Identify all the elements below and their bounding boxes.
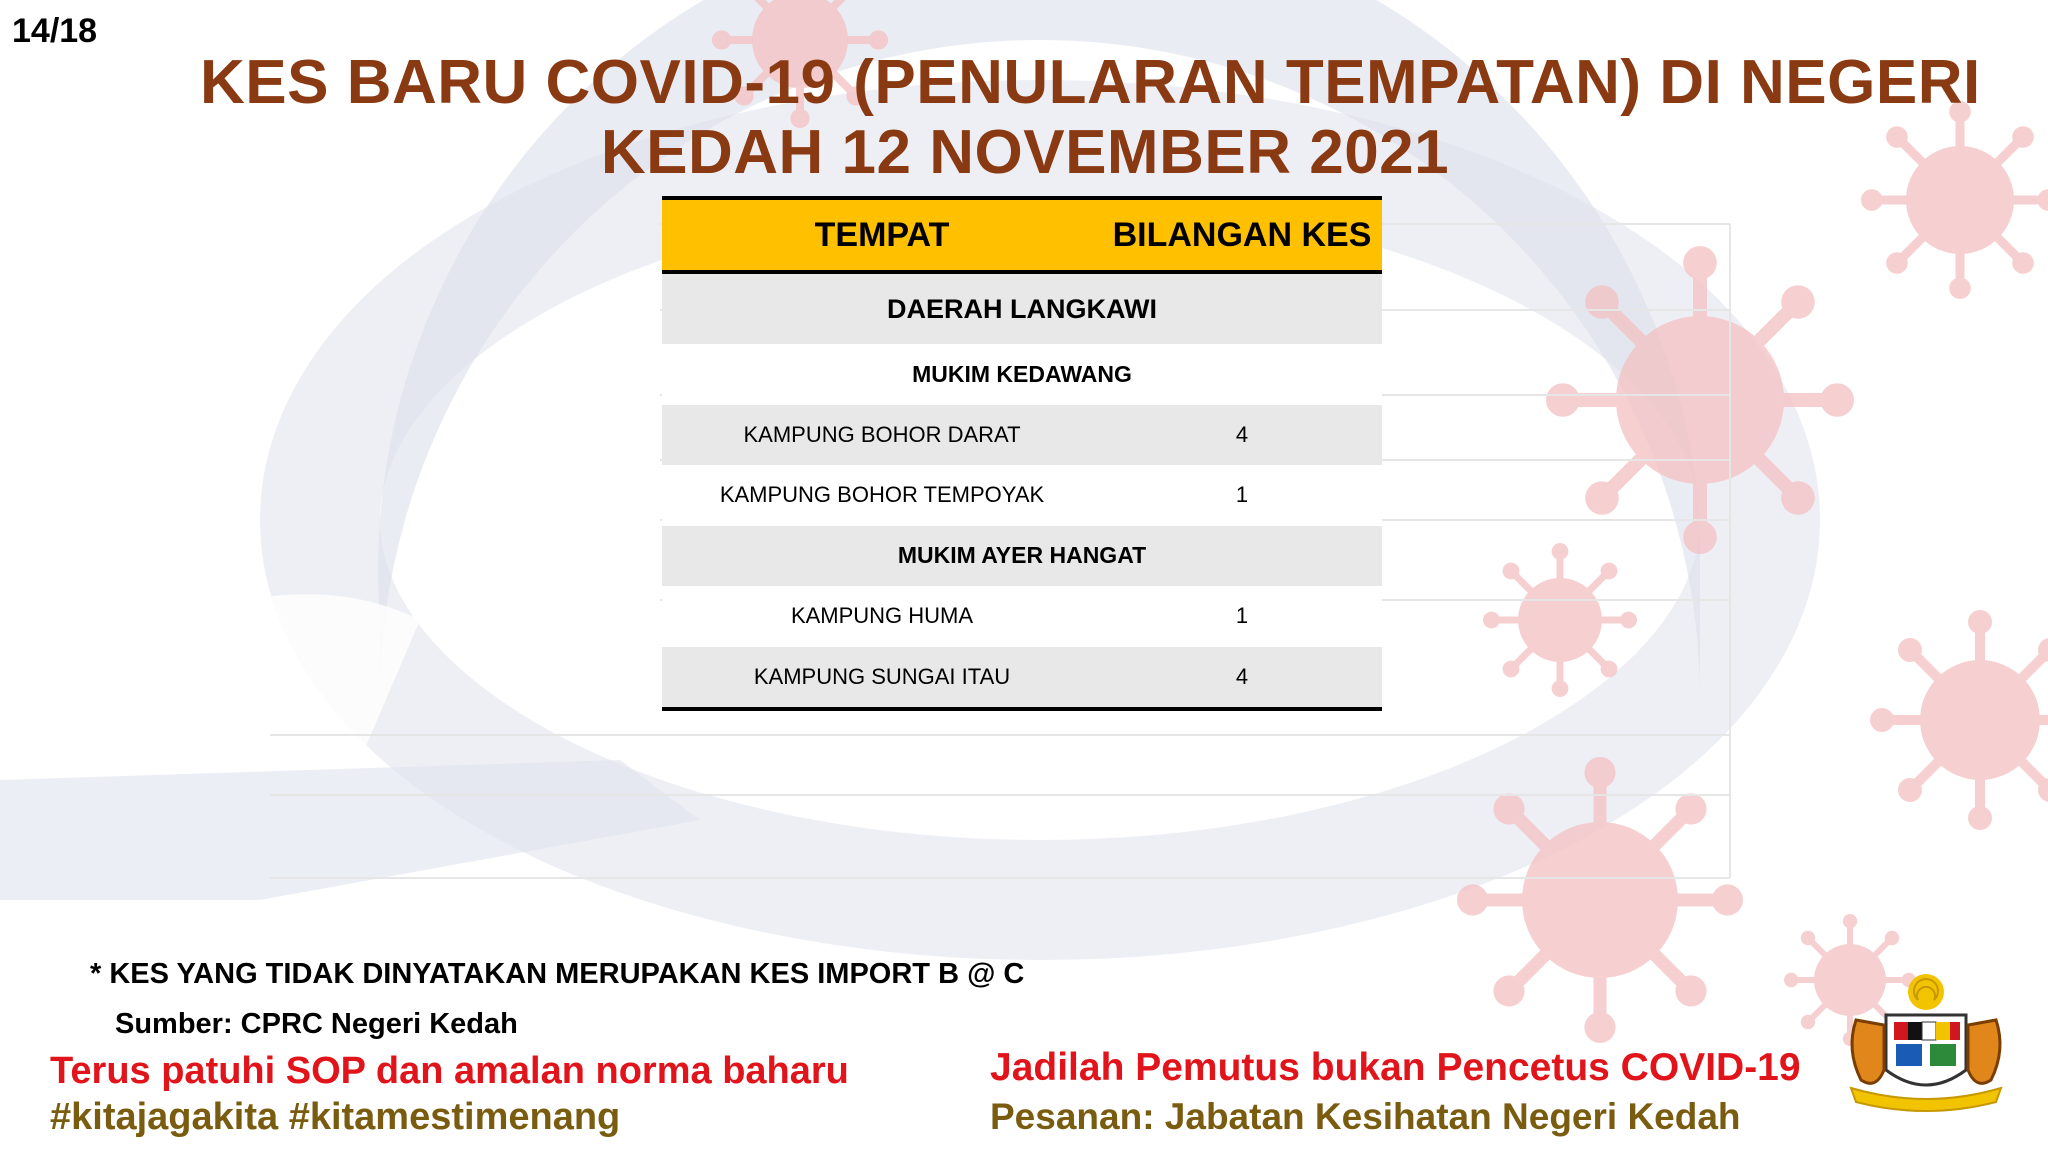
page-title-line-1: KES BARU COVID-19 (PENULARAN TEMPATAN) DI NEGERI [200,48,1981,117]
village-name: KAMPUNG HUMA [790,603,974,629]
case-count: 1 [1235,603,1249,629]
mukim-row [662,526,1382,587]
district-row [662,274,1382,344]
village-name: KAMPUNG BOHOR TEMPOYAK [719,482,1045,508]
sop-reminder: Terus patuhi SOP dan amalan norma baharu [50,1050,849,1092]
import-case-note: * KES YANG TIDAK DINYATAKAN MERUPAKAN KES IMPORT B @ C [90,958,1025,990]
mukim-name: MUKIM KEDAWANG [912,360,1132,387]
slogan: Jadilah Pemutus bukan Pencetus COVID-19 [990,1046,1801,1089]
table-row [662,405,1382,466]
village-name: KAMPUNG BOHOR DARAT [743,421,1021,447]
source-credit: Sumber: CPRC Negeri Kedah [115,1008,518,1040]
table-row [662,647,1382,708]
page-title [200,48,1981,188]
mukim-row [662,344,1382,405]
table-row [662,465,1382,526]
message-credit: Pesanan: Jabatan Kesihatan Negeri Kedah [990,1096,1741,1137]
coat-of-arms-logo [1826,970,2026,1120]
page-title-line-2: KEDAH 12 NOVEMBER 2021 [600,118,1450,187]
header-case-count: BILANGAN KES [1112,215,1372,254]
case-count: 4 [1235,421,1249,447]
village-name: KAMPUNG SUNGAI ITAU [753,663,1011,689]
mukim-name: MUKIM AYER HANGAT [897,542,1147,569]
case-count: 4 [1235,663,1249,689]
district-name: DAERAH LANGKAWI [887,293,1157,324]
page-number: 14/18 [12,12,98,50]
table-header-row [662,200,1382,274]
case-table [662,196,1382,711]
case-count: 1 [1235,482,1249,508]
table-row [662,586,1382,647]
header-place: TEMPAT [814,215,950,254]
hashtags: #kitajagakita #kitamestimenang [50,1096,621,1138]
